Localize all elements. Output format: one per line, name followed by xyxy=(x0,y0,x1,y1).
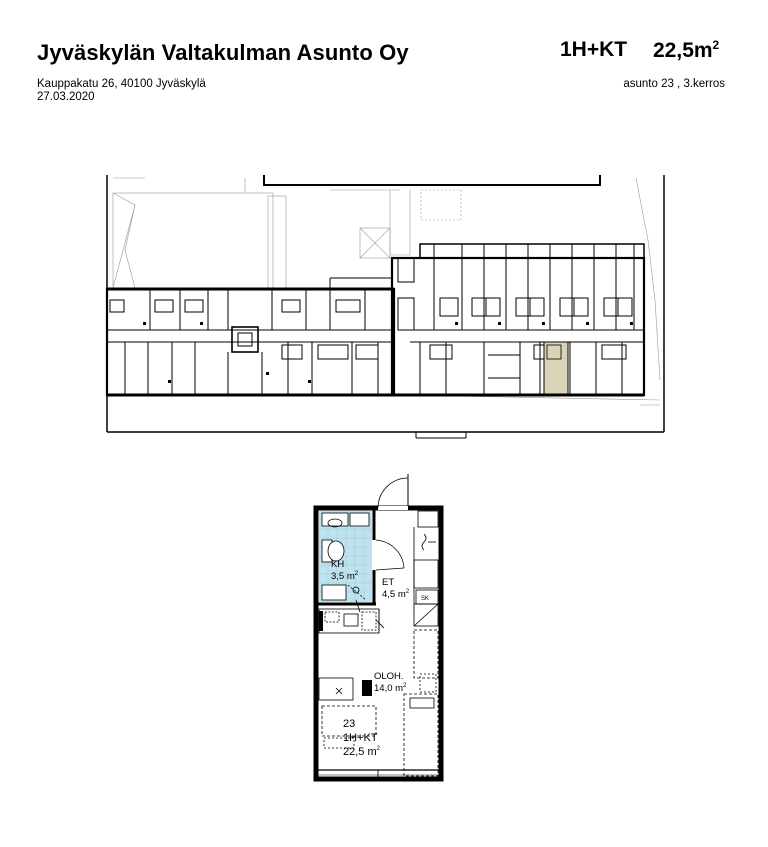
highlighted-apartment-23 xyxy=(544,342,568,394)
apartment-plan xyxy=(316,474,441,779)
date-line: 27.03.2020 xyxy=(37,91,95,103)
area-unit-sup: 2 xyxy=(712,38,720,52)
et-area: 4,5 $m^2$ xyxy=(382,589,410,600)
et-label: ET xyxy=(382,577,395,588)
apartment-type: 1H+KT xyxy=(560,38,628,61)
apt-total-area: 22,5 $m^2$ xyxy=(343,746,380,758)
oloh-label: OLOH. xyxy=(374,671,404,682)
apt-number: 23 xyxy=(343,718,356,730)
sk-label: SK xyxy=(421,596,430,602)
area-value: 22,5m xyxy=(653,39,713,62)
kh-label: KH xyxy=(331,559,345,570)
company-title: Jyväskylän Valtakulman Asunto Oy xyxy=(37,40,409,65)
apartment-location: asunto 23 , 3.kerros xyxy=(623,78,725,90)
oloh-area: 14,0 $m^2$ xyxy=(374,683,407,694)
apt-type-label: 1H+KT xyxy=(343,732,378,744)
address-line: Kauppakatu 26, 40100 Jyväskylä xyxy=(37,78,206,90)
kh-area: 3,5 $m^2$ xyxy=(331,571,359,582)
